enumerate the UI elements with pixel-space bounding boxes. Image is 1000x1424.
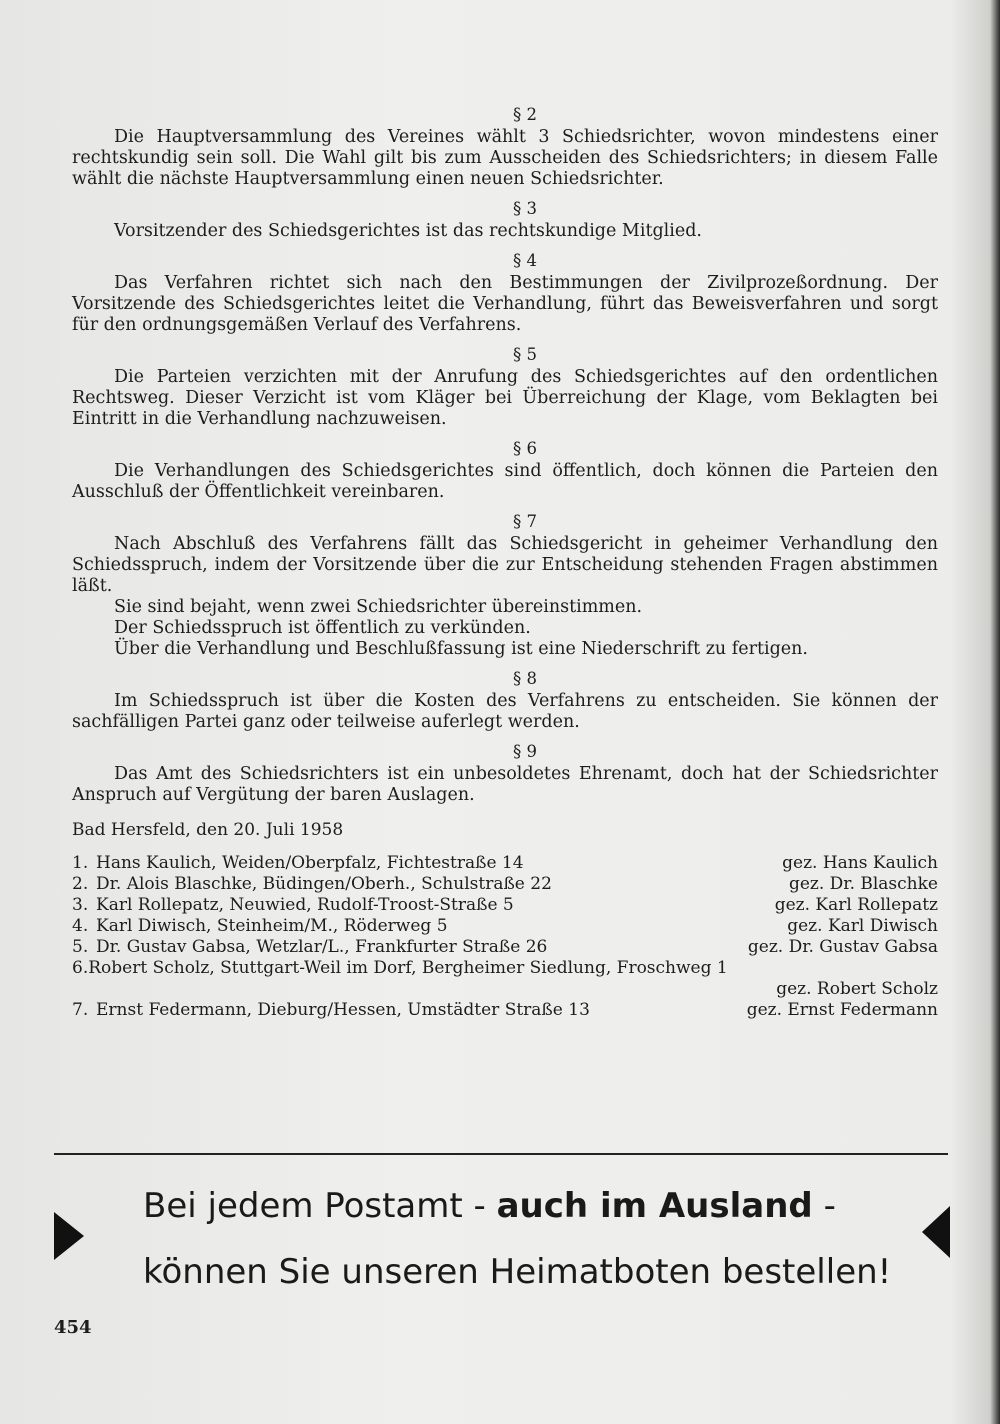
signer-signature: gez. Ernst Federmann	[746, 1000, 938, 1020]
section-heading: § 6	[513, 439, 537, 458]
advertisement-banner	[50, 1182, 950, 1302]
ad-subline: können Sie unseren Heimatboten bestellen!	[143, 1252, 892, 1292]
signer-signature: gez. Dr. Blaschke	[788, 874, 938, 894]
section-paragraph: Im Schiedsspruch ist über die Kosten des Verfahrens zu entscheiden. Sie können der sachfälligen Partei ganz oder teilweise auferlegt werden.	[72, 691, 938, 732]
signer-row	[72, 874, 938, 895]
section-heading: § 3	[513, 199, 537, 218]
section-paragraph: Das Amt des Schiedsrichters ist ein unbesoldetes Ehrenamt, doch hat der Schiedsrichter Anspruch auf Vergütung der baren Auslagen.	[72, 764, 938, 805]
statute-text	[72, 96, 938, 1021]
signer-number: 7.	[72, 1000, 89, 1020]
section-paragraph: Das Verfahren richtet sich nach den Bestimmungen der Zivilprozeßordnung. Der Vorsitzende des Schiedsgerichtes leitet die Verhandlung, führt das Beweisverfahren und sorgt für den ordnungsgemäßen Verlauf des Verfahrens.	[72, 273, 938, 335]
section-paragraph: Die Parteien verzichten mit der Anrufung des Schiedsgerichtes auf den ordentlichen Rechtsweg. Dieser Verzicht ist vom Kläger bei Überreichung der Klage, vom Beklagten bei Eintritt in die Verhandlung nachzuweisen.	[72, 367, 938, 429]
horizontal-rule	[54, 1153, 948, 1155]
section-line: Über die Verhandlung und Beschlußfassung ist eine Niederschrift zu fertigen.	[114, 639, 808, 659]
ad-headline	[143, 1186, 836, 1226]
section-line: Der Schiedsspruch ist öffentlich zu verkünden.	[114, 618, 531, 638]
signer-row	[72, 937, 938, 958]
section-heading: § 5	[513, 345, 537, 364]
section-heading: § 4	[513, 251, 537, 270]
section-heading: § 7	[513, 512, 537, 531]
signer-row	[72, 895, 938, 916]
section-heading: § 9	[513, 742, 537, 761]
signer-name: Hans Kaulich, Weiden/Oberpfalz, Fichtestraße 14	[96, 853, 524, 873]
signer-number: 4.	[72, 916, 89, 936]
signer-row	[72, 1000, 938, 1021]
signer-name: Karl Diwisch, Steinheim/M., Röderweg 5	[96, 916, 448, 936]
signer-list	[72, 853, 938, 1021]
date-line: Bad Hersfeld, den 20. Juli 1958	[72, 820, 344, 840]
signer-row	[72, 853, 938, 874]
section-line: Sie sind bejaht, wenn zwei Schiedsrichter übereinstimmen.	[114, 597, 643, 617]
section-heading: § 2	[513, 105, 537, 124]
signer-number: 5.	[72, 937, 89, 957]
signer-signature: gez. Dr. Gustav Gabsa	[747, 937, 938, 957]
section-paragraph: Nach Abschluß des Verfahrens fällt das Schiedsgericht in geheimer Verhandlung den Schiedsspruch, indem der Vorsitzende über die zur Entscheidung stehenden Fragen abstimmen läßt.	[72, 534, 938, 596]
signer-name: Ernst Federmann, Dieburg/Hessen, Umstädter Straße 13	[96, 1000, 590, 1020]
section-paragraph: Die Hauptversammlung des Vereines wählt 3 Schiedsrichter, wovon mindestens einer rechtskundig sein soll. Die Wahl gilt bis zum Ausscheiden des Schiedsrichters; in diesem Falle wählt die nächste Hauptversammlung einen neuen Schiedsrichter.	[72, 127, 938, 189]
page-number: 454	[54, 1317, 92, 1338]
signer-number: 6.	[72, 958, 89, 978]
signer-number: 1.	[72, 853, 89, 873]
signer-signature: gez. Karl Diwisch	[787, 916, 938, 936]
section-heading: § 8	[513, 669, 537, 688]
triangle-left-icon	[922, 1206, 950, 1258]
triangle-right-icon	[54, 1212, 84, 1260]
signer-row	[72, 916, 938, 937]
ad-emphasis: auch im Ausland	[496, 1186, 813, 1226]
section-paragraph: Die Verhandlungen des Schiedsgerichtes sind öffentlich, doch können die Parteien den Ausschluß der Öffentlichkeit vereinbaren.	[72, 461, 938, 502]
section-paragraph: Vorsitzender des Schiedsgerichtes ist das rechtskundige Mitglied.	[114, 221, 702, 241]
signer-signature: gez. Hans Kaulich	[782, 853, 938, 873]
signer-number: 2.	[72, 874, 89, 894]
ad-text: -	[812, 1186, 836, 1226]
ad-text: Bei jedem Postamt -	[143, 1186, 497, 1226]
signer-number: 3.	[72, 895, 89, 915]
signer-name: Robert Scholz, Stuttgart-Weil im Dorf, Bergheimer Siedlung, Froschweg 1	[88, 958, 728, 978]
signer-name: Karl Rollepatz, Neuwied, Rudolf-Troost-Straße 5	[96, 895, 514, 915]
signer-row	[72, 958, 938, 1000]
signer-name: Dr. Gustav Gabsa, Wetzlar/L., Frankfurter Straße 26	[96, 937, 548, 957]
signer-signature: gez. Karl Rollepatz	[774, 895, 938, 915]
signer-name: Dr. Alois Blaschke, Büdingen/Oberh., Schulstraße 22	[96, 874, 552, 894]
signer-signature: gez. Robert Scholz	[776, 979, 938, 999]
